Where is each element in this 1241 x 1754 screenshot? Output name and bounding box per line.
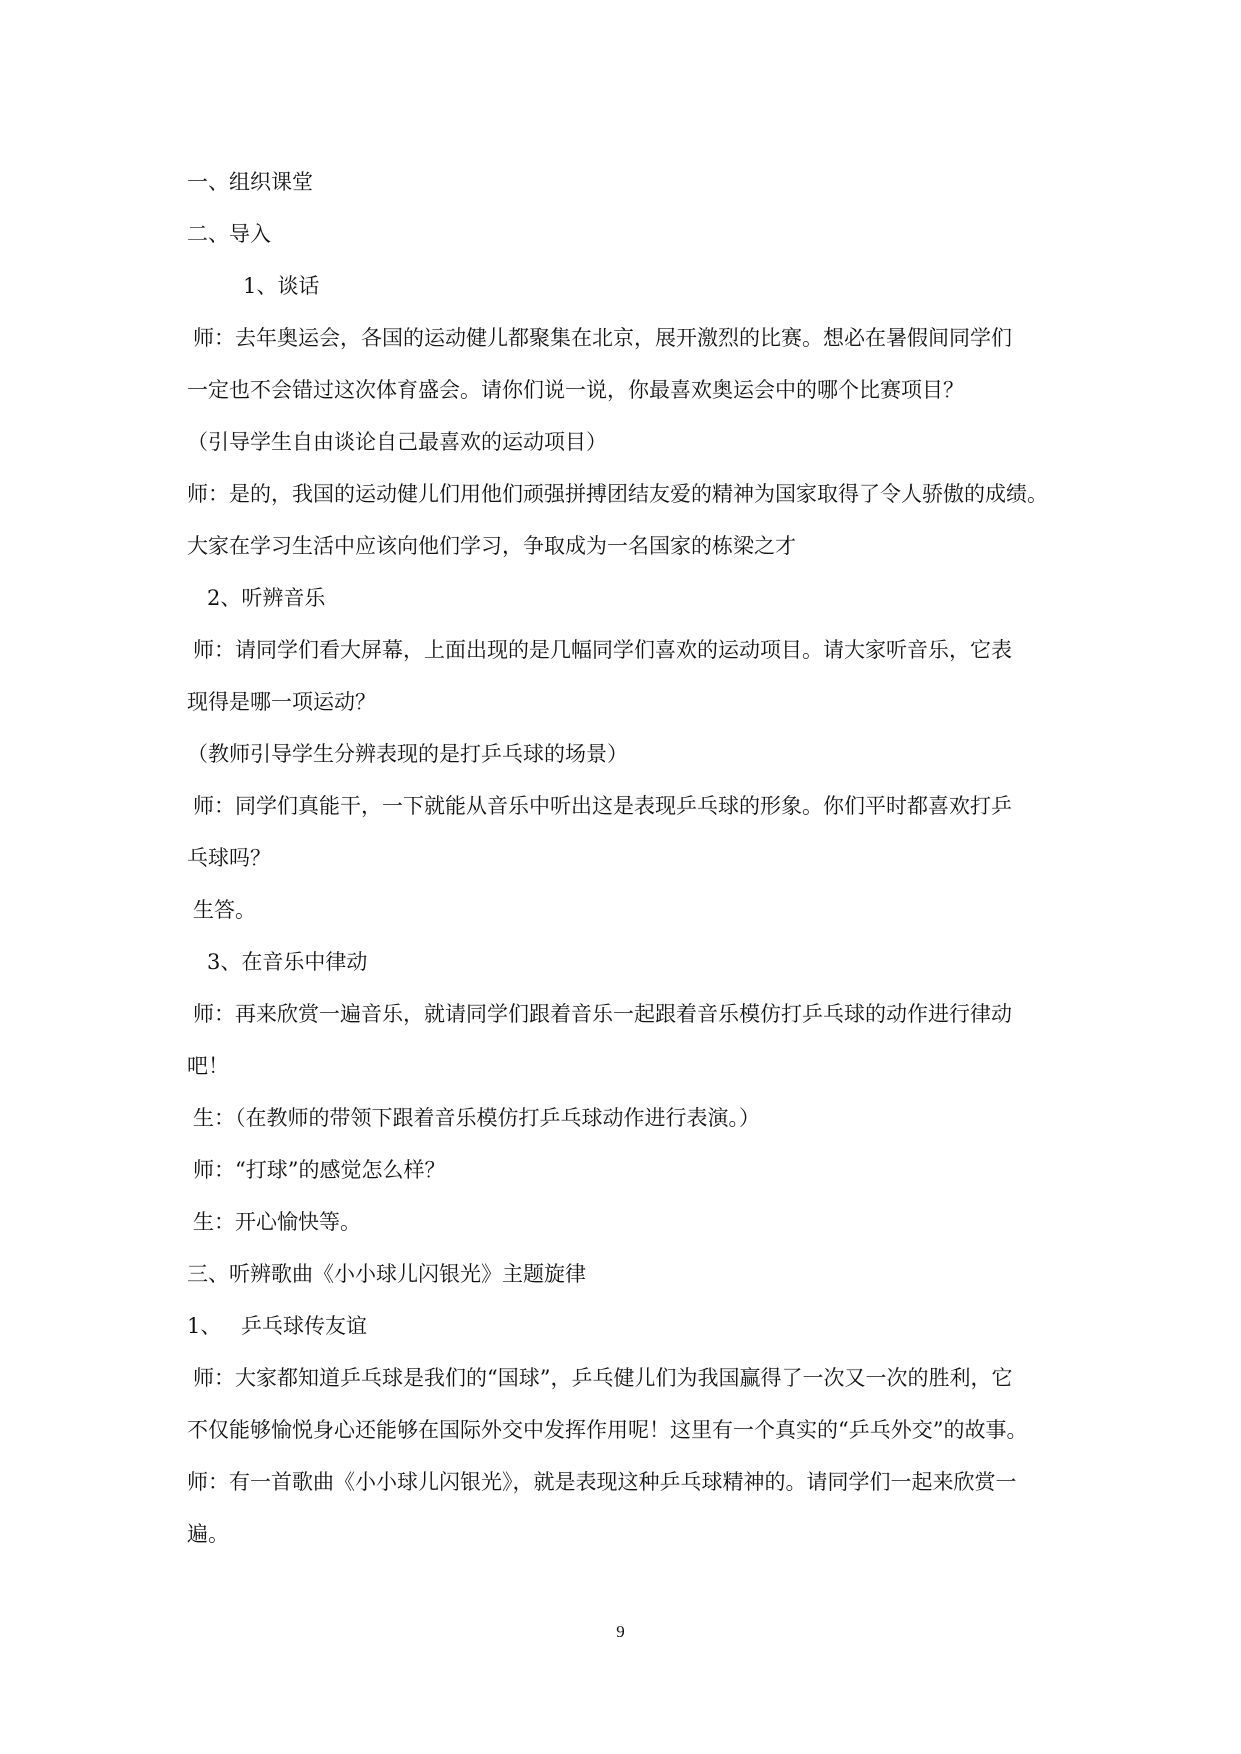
paragraph-line: 师：去年奥运会，各国的运动健儿都聚集在北京，展开激烈的比赛。想必在暑假间同学们 bbox=[193, 326, 1012, 350]
section-heading: 三、听辨歌曲《小小球儿闪银光》主题旋律 bbox=[187, 1262, 586, 1286]
paragraph-line: （引导学生自由谈论自己最喜欢的运动项目） bbox=[187, 430, 607, 454]
paragraph-line: 师：再来欣赏一遍音乐，就请同学们跟着音乐一起跟着音乐模仿打乒乓球的动作进行律动 bbox=[193, 1002, 1012, 1026]
paragraph-line: 生答。 bbox=[193, 898, 256, 922]
numbered-heading bbox=[187, 1311, 367, 1341]
paragraph-line: 师：有一首歌曲《小小球儿闪银光》，就是表现这种乒乓球精神的。请同学们一起来欣赏一 bbox=[187, 1470, 1017, 1494]
paragraph-line: 师：请同学们看大屏幕，上面出现的是几幅同学们喜欢的运动项目。请大家听音乐，它表 bbox=[193, 638, 1012, 662]
section-heading: 一、组织课堂 bbox=[187, 170, 313, 194]
paragraph-line: 吧！ bbox=[187, 1054, 229, 1078]
paragraph-line: 乓球吗？ bbox=[187, 846, 271, 870]
paragraph-line: 师：“打球”的感觉怎么样？ bbox=[193, 1158, 446, 1182]
subsection-heading: 3、在音乐中律动 bbox=[207, 950, 368, 974]
subsection-heading: 2、听辨音乐 bbox=[207, 586, 326, 610]
paragraph-line: 师：大家都知道乒乓球是我们的“国球”，乒乓健儿们为我国赢得了一次又一次的胜利，它 bbox=[193, 1366, 1013, 1390]
paragraph-line: 师：是的，我国的运动健儿们用他们顽强拼搏团结友爱的精神为国家取得了令人骄傲的成绩。 bbox=[187, 482, 1048, 506]
subsection-heading: 1、谈话 bbox=[243, 274, 320, 298]
heading-text: 乒乓球传友谊 bbox=[241, 1314, 367, 1338]
paragraph-line: （教师引导学生分辨表现的是打乒乓球的场景） bbox=[187, 742, 628, 766]
paragraph-line: 不仅能够愉悦身心还能够在国际外交中发挥作用呢！这里有一个真实的“乒乓外交”的故事。 bbox=[187, 1418, 1028, 1442]
paragraph-line: 一定也不会错过这次体育盛会。请你们说一说，你最喜欢奥运会中的哪个比赛项目？ bbox=[187, 378, 964, 402]
paragraph-line: 生：（在教师的带领下跟着音乐模仿打乒乓球动作进行表演。） bbox=[193, 1106, 760, 1130]
page-number: 9 bbox=[616, 1622, 625, 1641]
section-heading: 二、导入 bbox=[187, 222, 271, 246]
heading-number: 1、 bbox=[187, 1314, 222, 1338]
paragraph-line: 遍。 bbox=[187, 1522, 229, 1546]
paragraph-line: 大家在学习生活中应该向他们学习，争取成为一名国家的栋梁之才 bbox=[187, 534, 796, 558]
paragraph-line: 生：开心愉快等。 bbox=[193, 1210, 361, 1234]
paragraph-line: 现得是哪一项运动？ bbox=[187, 690, 376, 714]
paragraph-line: 师：同学们真能干，一下就能从音乐中听出这是表现乒乓球的形象。你们平时都喜欢打乒 bbox=[193, 794, 1012, 818]
